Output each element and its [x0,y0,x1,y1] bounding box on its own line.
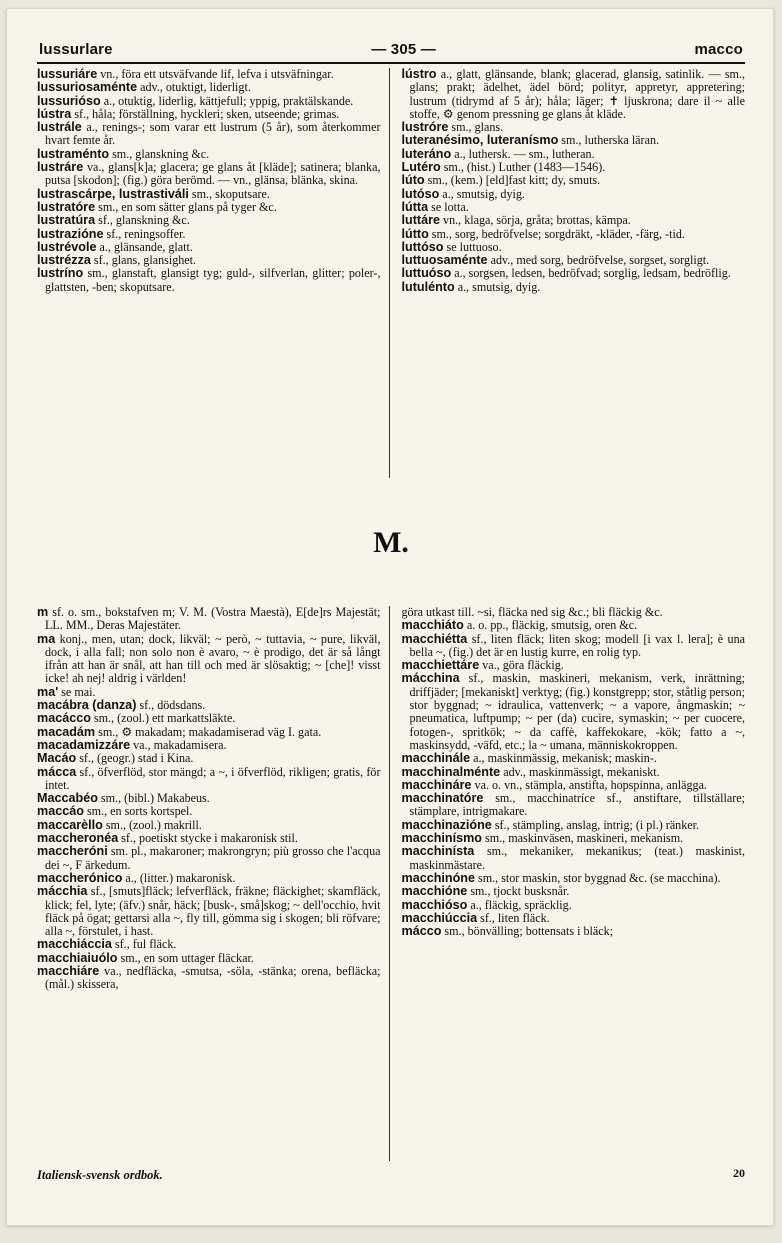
entry-headword: macchiaiuólo [37,950,118,965]
entry-definition: a., sorgsen, ledsen, bedröfvad; sorglig, ledsam, bedröflig. [451,266,731,281]
dictionary-entry [402,201,746,214]
entry-headword: macadamizzáre [37,737,131,752]
entry-definition: a., glatt, glänsande, blank; glacerad, glansig, satinlik. — sm., glans; prakt; ädelhet, ädel börd; polityr, appretyr, appretering; lustrum (tidrymd af 5 år); håla; läger; ✝ ljuskrona; dare il ~ alle stoffe, ⚙ genom pressning ge glans åt kläde. [409,67,745,121]
entry-definition: sf., glans, glansighet. [90,253,197,268]
page-footer [37,1161,745,1182]
dictionary-entry [402,633,746,660]
header-right-guideword: macco [694,41,743,58]
dictionary-entry [402,188,746,201]
entry-definition: sm., en som sätter glans på tyger &c. [95,199,277,214]
entry-headword: macadám [37,724,96,739]
entry-headword: luteranésimo, luteranísmo [401,133,559,148]
entry-definition: sm., (zool.) makrill. [102,817,202,832]
dictionary-entry [37,819,381,832]
dictionary-entry [37,686,381,699]
dictionary-entry [402,68,746,121]
entry-definition: sf. o. sm., bokstafven m; V. M. (Vostra Maestà), E[de]rs Majestät; LL. MM., Deras Majestäter. [45,605,381,633]
entry-headword: maccáo [37,804,84,819]
entry-definition: vn., klaga, sörja, gråta; brottas, kämpa. [440,213,631,228]
entry-headword: lussuriosaménte [37,80,138,95]
entry-definition: va., nedfläcka, -smutsa, -söla, -stänka; orena, befläcka; (mål.) skissera, [45,964,381,992]
entry-headword: macchinatóre [401,791,484,806]
entry-headword: lúto [401,173,425,188]
dictionary-entry [37,845,381,872]
entry-definition: göra utkast till. ~si, fläcka ned sig &c.; bli fläckig &c. [401,605,663,619]
dictionary-entry [402,174,746,187]
entry-headword: mácco [401,924,442,939]
entry-headword: lustrévole [37,239,97,254]
dictionary-entry [402,228,746,241]
entry-definition: sm., glanskning &c. [109,146,210,161]
entry-definition: adv., maskinmässigt, mekaniskt. [500,764,660,779]
entry-definition: sm., (bibl.) Makabeus. [97,791,210,806]
entry-definition: adv., med sorg, bedröfvelse, sorgset, sorgligt. [487,253,710,268]
header-rule [37,62,745,64]
entry-definition: konj., men, utan; dock, likväl; ~ però, ~ tuttavia, ~ pure, likväl, dock, i alla fall; non solo non è avaro, ~ è prodigo, det är så långt ifrån att han är snål, att han till och med är slösaktig; ~ [che]! visst icke! ah nej! aldrig i världen! [45,631,381,686]
entry-definition: sf., håla; förställning, hyckleri; sken, utseende; grimas. [71,106,340,121]
entry-headword: Lutéro [401,160,441,175]
entry-headword: maccarèllo [37,817,103,832]
dictionary-entry [37,739,381,752]
entry-definition: sf., reningsoffer. [103,226,186,241]
dictionary-entry [37,633,381,686]
dictionary-entry [402,619,746,632]
dictionary-entry [402,281,746,294]
entry-headword: macábra (danza) [37,698,137,713]
entry-headword: macchináre [401,777,472,792]
entry-definition: a., glänsande, glatt. [96,239,193,254]
entry-headword: macchiáto [401,618,464,633]
dictionary-entry [37,606,381,633]
entry-definition: sf., dödsdans. [136,698,206,713]
entry-definition: sm., en sorts kortspel. [83,804,193,819]
entry-headword: luteráno [401,146,452,161]
dictionary-entry [37,699,381,712]
entry-definition: sf., [smuts]fläck; lefverfläck, fräkne; fläckighet; skamfläck, klick; fel, lyte; (äfv.) snår, häck; [busk-, små]skog; ~ dell'occhio, hvit fläck på ögat; gettarsi alla ~, fly till, gömma sig i skogen; bli röfvare; alla ~, förstulet, i hast. [45,884,381,939]
entry-headword: maccheróni [37,844,108,859]
top-left-column [37,68,390,478]
dictionary-entry [37,188,381,201]
entry-headword: macchinísmo [401,831,482,846]
dictionary-entry [402,792,746,819]
entry-definition: sm., maskinväsen, maskineri, mekanism. [482,831,684,846]
entry-headword: lustrézza [37,253,91,268]
dictionary-entry [37,81,381,94]
dictionary-entry [37,214,381,227]
entry-headword: Maccabéo [37,791,98,806]
entry-headword: macchiáccia [37,937,112,952]
dictionary-entry [402,845,746,872]
entry-definition: se mai. [58,684,96,699]
entry-definition: sm., skoputsare. [188,186,270,201]
entry-headword: lussuriáre [37,67,98,81]
entry-headword: macchinále [401,751,471,766]
entry-headword: luttuóso [401,266,452,281]
entry-headword: ma [37,631,56,646]
entry-headword: lustróre [401,120,449,135]
section-letter: M. [373,526,409,559]
dictionary-entry [37,95,381,108]
dictionary-entry [402,267,746,280]
top-right-column [400,68,746,478]
entry-headword: maccheronéa [37,831,119,846]
page-header [37,41,745,62]
entry-definition: sf., (geogr.) stad i Kina. [76,751,194,766]
entry-definition: va. o. vn., stämpla, anstifta, hopspinna, anlägga. [471,777,707,792]
entry-definition: se luttuoso. [443,239,502,254]
entry-definition: sm., (kem.) [eld]fast kitt; dy, smuts. [424,173,601,188]
dictionary-entry [37,766,381,793]
dictionary-entry [402,872,746,885]
entry-headword: macchióne [401,884,468,899]
dictionary-entry [37,726,381,739]
top-columns [37,68,745,478]
entry-headword: lustrazióne [37,226,104,241]
entry-definition: sm., glans. [448,120,504,135]
entry-definition: sf., glanskning &c. [95,213,190,228]
dictionary-entry [402,766,746,779]
entry-definition: sf., stämpling, anslag, intrig; (i pl.) ränker. [491,817,700,832]
entry-definition: sm., glanstaft, glansigt tyg; guld-, silfverlan, glitter; poler-, glattsten, -ben; skoputsare. [45,266,381,294]
entry-definition: sm., lutherska läran. [558,133,660,148]
entry-headword: m [37,605,49,619]
entry-definition: va., glans[k]a; glacera; ge glans åt [kläde]; satinera; blanka, putsa [skodon]; (fig.) göra berömd. — vn., glänsa, blänka, skina. [45,160,381,188]
entry-headword: macchiáre [37,964,100,979]
entry-definition: a., luthersk. — sm., lutheran. [451,146,595,161]
entry-definition: a., (litter.) makaronisk. [122,870,236,885]
entry-definition: sm., bönvälling; bottensats i bläck; [441,924,614,939]
dictionary-entry [37,965,381,992]
dictionary-entry [402,672,746,752]
dictionary-entry [37,201,381,214]
dictionary-entry [402,121,746,134]
entry-headword: luttuosaménte [401,253,488,268]
entry-headword: luttáre [401,213,440,228]
dictionary-entry [37,712,381,725]
entry-headword: lustraménto [37,146,110,161]
dictionary-entry [402,161,746,174]
entry-definition: a., fläckig, spräcklig. [467,897,572,912]
entry-definition: adv., otuktigt, liderligt. [137,80,251,95]
entry-definition: sf., liten fläck. [477,910,550,925]
entry-headword: lustratóre [37,199,96,214]
dictionary-entry [37,148,381,161]
entry-headword: mácchia [37,884,88,899]
dictionary-entry [402,912,746,925]
entry-headword: macácco [37,711,91,726]
entry-definition: a., smutsig, dyig. [454,279,541,294]
dictionary-entry [402,241,746,254]
dictionary-entry [37,752,381,765]
entry-headword: mácca [37,764,77,779]
entry-definition: sm. pl., makaroner; makrongryn; più grosso che l'acqua dei ~, F ärkedum. [45,844,381,872]
dictionary-entry [402,752,746,765]
bottom-columns [37,606,745,1161]
entry-definition: sm., en som uttager fläckar. [117,950,254,965]
entry-definition: sm., stor maskin, stor byggnad &c. (se macchina). [474,870,721,885]
entry-headword: macchiétta [401,631,468,646]
entry-definition: sm., macchinatríce sf., anstiftare, tillställare; stämplare, intrigmakare. [409,791,745,819]
entry-headword: macchiúccia [401,910,478,925]
dictionary-entry [402,832,746,845]
entry-definition: sm., sorg, bedröfvelse; sorgdräkt, -kläder, -färg, -tid. [428,226,685,241]
dictionary-entry [37,161,381,188]
dictionary-entry [37,241,381,254]
entry-headword: macchinísta [401,844,475,859]
footer-source: Italiensk-svensk ordbok. [37,1168,163,1182]
dictionary-entry [37,68,381,81]
entry-headword: mácchina [401,671,460,686]
entry-headword: macchinóne [401,870,475,885]
header-left-guideword: lussurlare [39,41,113,58]
entry-headword: lutulénto [401,279,455,294]
dictionary-entry [37,938,381,951]
entry-definition: sf., ful fläck. [111,937,177,952]
entry-headword: macchinalménte [401,764,501,779]
dictionary-entry [402,925,746,938]
entry-definition: sm., mekaniker, mekanikus; (teat.) maskinist, maskinmästare. [409,844,745,872]
entry-headword: lustratúra [37,213,96,228]
entry-headword: lustráre [37,160,84,175]
entry-headword: lustrále [37,120,82,135]
entry-headword: lussurióso [37,93,101,108]
entry-definition: a., otuktig, liderlig, kättjefull; yppig, praktälskande. [100,93,354,108]
entry-definition: sm., (zool.) ett markattsläkte. [90,711,236,726]
dictionary-entry [37,267,381,294]
dictionary-entry [402,254,746,267]
entry-definition: sm., tjockt busksnår. [467,884,570,899]
entry-definition: va., makadamisera. [130,737,227,752]
dictionary-entry [37,832,381,845]
dictionary-entry [37,952,381,965]
dictionary-entry [402,214,746,227]
entry-headword: macchióso [401,897,468,912]
dictionary-entry [402,779,746,792]
entry-headword: lútta [401,199,429,214]
entry-definition: a., renings-; som varar ett lustrum (5 år), som återkommer hvart femte år. [45,120,381,148]
dictionary-entry [402,659,746,672]
dictionary-entry [37,121,381,148]
entry-headword: lútto [401,226,429,241]
bottom-left-column [37,606,390,1161]
dictionary-entry [402,606,746,619]
entry-definition: va., göra fläckig. [479,658,564,673]
dictionary-entry [37,885,381,938]
entry-definition: sf., poetiskt stycke i makaronisk stil. [118,831,298,846]
entry-definition: sm., ⚙ makadam; makadamiserad väg I. gata. [95,724,322,739]
entry-definition: sf., liten fläck; liten skog; modell [i vax l. lera]; è una bella ~, (fig.) det är en lustig kurre, en rolig typ. [409,631,745,659]
dictionary-entry [37,872,381,885]
dictionary-entry [402,819,746,832]
dictionary-entry [37,108,381,121]
entry-headword: luttóso [401,239,444,254]
dictionary-entry [37,805,381,818]
page-number: — 305 — [371,41,436,58]
entry-headword: macchinazióne [401,817,492,832]
dictionary-page [6,8,774,1226]
entry-definition: sf., maskin, maskineri, mekanism, verk, inrättning; driffjäder; [mekaniskt] verktyg; (fig.) konstgrepp; stor, ståtlig person; stor byggnad; ~ idraulica, vattenverk; ~ a vapore, ångmaskin; ~ pneumatica, luftpump; ~ per (da) cucire, symaskin; ~ per cuocere, fotogen-, spritkök; ~ da caffè, kaffekokare, -kök; fatto a ~, maskinsydd, -väfd, etc.; la ~ umana, människokroppen. [409,671,745,752]
entry-headword: lústro [401,67,437,81]
dictionary-entry [37,254,381,267]
dictionary-entry [402,134,746,147]
dictionary-entry [37,228,381,241]
dictionary-entry [402,899,746,912]
entry-definition: a., maskinmässig, mekanisk; maskin-. [470,751,657,766]
entry-definition: a. o. pp., fläckig, smutsig, oren &c. [463,618,638,633]
entry-headword: lustrascárpe, lustrastiváli [37,186,189,201]
signature-mark: 20 [733,1166,745,1180]
entry-headword: lutóso [401,186,440,201]
dictionary-entry [37,792,381,805]
entry-definition: sm., (hist.) Luther (1483—1546). [440,160,606,175]
entry-headword: lústra [37,106,72,121]
entry-definition: a., smutsig, dyig. [439,186,525,201]
bottom-right-column [400,606,746,1161]
entry-definition: sf., öfverflöd, stor mängd; a ~, i öfverflöd, rikligen; gratis, för intet. [45,764,381,792]
entry-headword: Macáo [37,751,77,766]
dictionary-entry [402,148,746,161]
entry-definition: vn., föra ett utsväfvande lif, lefva i utsväfningar. [97,67,334,81]
entry-headword: macchiettáre [401,658,480,673]
entry-headword: ma' [37,684,59,699]
entry-definition: se lotta. [428,199,469,214]
entry-headword: maccherónico [37,870,123,885]
entry-headword: lustríno [37,266,84,281]
dictionary-entry [402,885,746,898]
